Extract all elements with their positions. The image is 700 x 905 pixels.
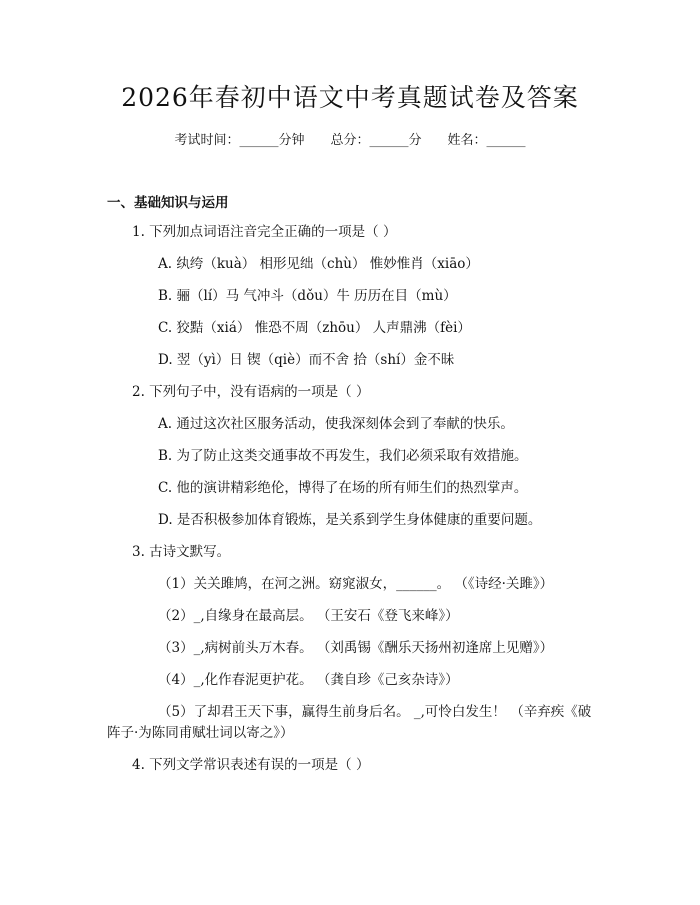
question-3-item-3: （3）_,病树前头万木春。 （刘禹锡《酬乐天扬州初逢席上见赠》）: [158, 640, 554, 656]
question-2-stem: 2. 下列句子中，没有语病的一项是（ ）: [132, 384, 370, 400]
question-1-option-a: A. 纨绔（kuà） 相形见绌（chù） 惟妙惟肖（xiāo）: [158, 256, 479, 272]
student-name: 姓名：______: [447, 133, 526, 148]
section-heading: 一、基础知识与运用: [107, 195, 229, 211]
question-3-item-2: （2）_,自缘身在最高层。 （王安石《登飞来峰》）: [158, 608, 459, 624]
question-2-option-a: A. 通过这次社区服务活动，使我深刻体会到了奉献的快乐。: [158, 416, 514, 432]
question-1-stem: 1. 下列加点词语注音完全正确的一项是（ ）: [132, 224, 397, 240]
question-3-stem: 3. 古诗文默写。: [132, 544, 231, 560]
exam-meta: [0, 131, 700, 151]
question-3-item-4: （4）_,化作春泥更护花。 （龚自珍《己亥杂诗》）: [158, 672, 459, 688]
question-2-option-d: D. 是否积极参加体育锻炼，是关系到学生身体健康的重要问题。: [158, 512, 542, 528]
question-1-option-b: B. 骊（lí）马 气冲斗（dǒu）牛 历历在目（mù）: [158, 288, 457, 304]
question-3-item-1: （1）关关雎鸠，在河之洲。窈窕淑女，______。 （《诗经·关雎》）: [158, 576, 554, 592]
question-2-option-c: C. 他的演讲精彩绝伦，博得了在场的所有师生们的热烈掌声。: [158, 480, 528, 496]
question-1-option-d: D. 翌（yì）日 锲（qiè）而不舍 拾（shí）金不昧: [158, 352, 455, 368]
exam-time: 考试时间：______分钟: [174, 133, 305, 148]
exam-score: 总分：______分: [330, 133, 422, 148]
page-title: 2026年春初中语文中考真题试卷及答案: [121, 83, 579, 112]
question-3-item-5-line-2: 阵子·为陈同甫赋壮词以寄之》）: [107, 725, 294, 741]
question-2-option-b: B. 为了防止这类交通事故不再发生，我们必须采取有效措施。: [158, 448, 528, 464]
question-1-option-c: C. 狡黠（xiá） 惟恐不周（zhōu） 人声鼎沸（fèi）: [158, 320, 471, 336]
question-3-item-5-line-1: （5）了却君王天下事，赢得生前身后名。 _,可怜白发生！ （辛弃疾《破: [158, 704, 592, 720]
question-4-stem: 4. 下列文学常识表述有误的一项是（ ）: [132, 757, 370, 773]
